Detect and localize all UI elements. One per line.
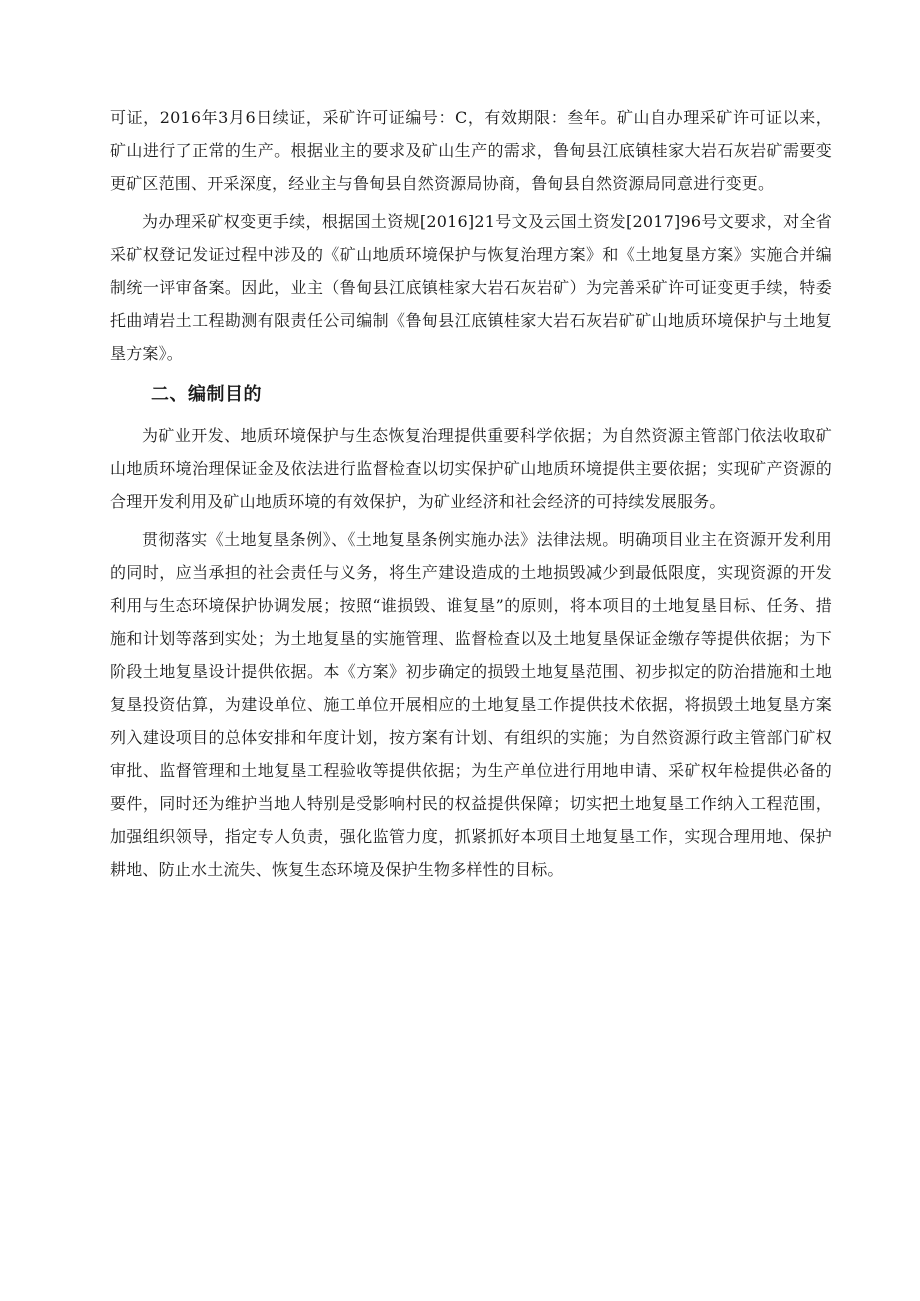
paragraph-purpose-land-reclamation: 贯彻落实《土地复垦条例》、《土地复垦条例实施办法》法律法规。明确项目业主在资源开发利用的同时，应当承担的社会责任与义务，将生产建设造成的土地损毁减少到最低限度，实现资源的开发利用与生态环境保护协调发展；按照“谁损毁、谁复垦”的原则，将本项目的土地复垦目标、任务、措施和计划等落到实处；为土地复垦的实施管理、监督检查以及土地复垦保证金缴存等提供依据；为下阶段土地复垦设计提供依据。本《方案》初步确定的损毁土地复垦范围、初步拟定的防治措施和土地复垦投资估算，为建设单位、施工单位开展相应的土地复垦工作提供技术依据，将损毁土地复垦方案列入建设项目的总体安排和年度计划，按方案有计划、有组织的实施；为自然资源行政主管部门矿权审批、监督管理和土地复垦工程验收等提供依据；为生产单位进行用地申请、采矿权年检提供必备的要件，同时还为维护当地人特别是受影响村民的权益提供保障；切实把土地复垦工作纳入工程范围，加强组织领导，指定专人负责，强化监管力度，抓紧抓好本项目土地复垦工作，实现合理用地、保护耕地、防止水土流失、恢复生态环境及保护生物多样性的目标。 (110, 530, 832, 879)
section-heading: 二、编制目的 (151, 384, 262, 405)
document-body (110, 101, 832, 891)
paragraph-change-procedure: 为办理采矿权变更手续，根据国土资规[2016]21号文及云国土资发[2017]96号文要求，对全省采矿权登记发证过程中涉及的《矿山地质环境保护与恢复治理方案》和《土地复垦方案》实施合并编制统一评审备案。因此，业主（鲁甸县江底镇桂家大岩石灰岩矿）为完善采矿许可证变更手续，特委托曲靖岩土工程勘测有限责任公司编制《鲁甸县江底镇桂家大岩石灰岩矿矿山地质环境保护与土地复垦方案》。 (110, 212, 832, 363)
paragraph-purpose-geology: 为矿业开发、地质环境保护与生态恢复治理提供重要科学依据；为自然资源主管部门依法收取矿山地质环境治理保证金及依法进行监督检查以切实保护矿山地质环境提供主要依据；实现矿产资源的合理开发利用及矿山地质环境的有效保护，为矿业经济和社会经济的可持续发展服务。 (110, 426, 832, 511)
paragraph-permit-continuation: 可证，2016年3月6日续证，采矿许可证编号：C，有效期限：叁年。矿山自办理采矿许可证以来，矿山进行了正常的生产。根据业主的要求及矿山生产的需求，鲁甸县江底镇桂家大岩石灰岩矿需要变更矿区范围、开采深度，经业主与鲁甸县自然资源局协商，鲁甸县自然资源局同意进行变更。 (110, 108, 832, 193)
